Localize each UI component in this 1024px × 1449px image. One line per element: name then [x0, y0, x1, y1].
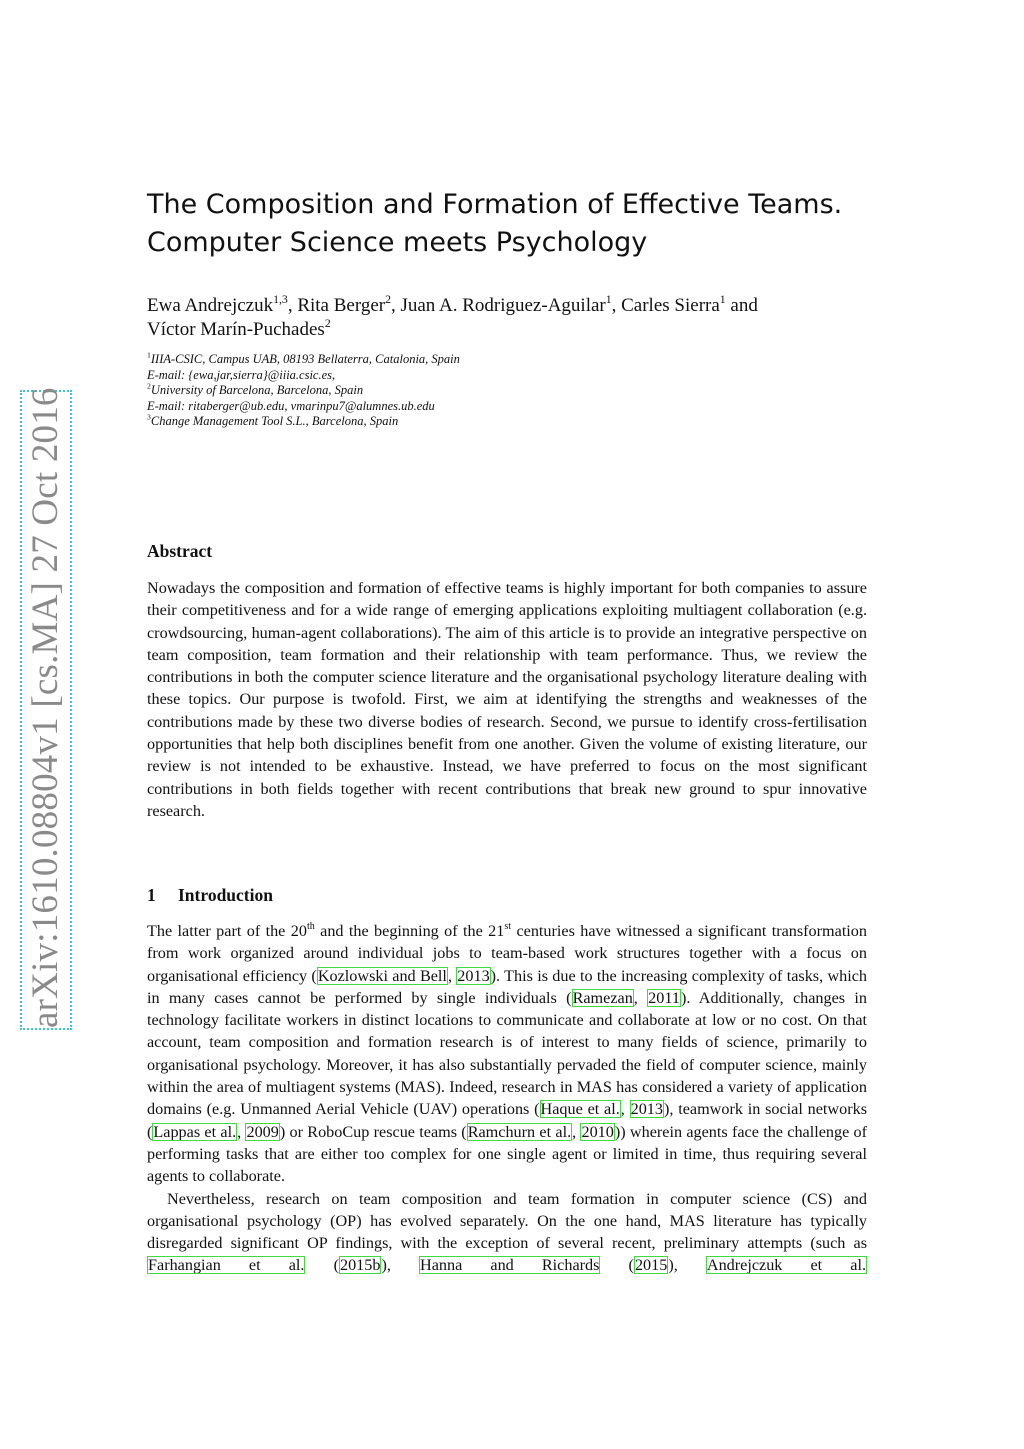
citation-link[interactable]: Ramezan [572, 988, 633, 1007]
author: Juan A. Rodriguez-Aguilar$^1$ [400, 292, 612, 316]
citation-link[interactable]: Lappas et al. [153, 1122, 237, 1141]
introduction-body [147, 920, 867, 1277]
citation-year-link[interactable]: 2009 [246, 1122, 279, 1141]
affiliation-line: $^3$Change Management Tool S.L., Barcelona, Spain [147, 412, 399, 428]
citation-link[interactable]: Andrejczuk et al. [706, 1256, 867, 1275]
citation-link[interactable]: Hanna and Richards [420, 1256, 600, 1275]
affiliation-email: E-mail: {ewa,jar,sierra}@iiia.csic.es, [147, 367, 336, 382]
citation-year-link[interactable]: 2015b [339, 1256, 381, 1275]
affiliation-email: E-mail: ritaberger@ub.edu, vmarinpu7@alumnes.ub.edu [147, 398, 435, 413]
affiliation-line: $^1$IIIA-CSIC, Campus UAB, 08193 Bellaterra, Catalonia, Spain [147, 350, 460, 366]
affiliation-line: $^2$University of Barcelona, Barcelona, Spain [147, 381, 364, 397]
intro-paragraph-2: Nevertheless, research on team composition and team formation in computer science (CS) and organisational psychology (OP) has evolved separately. On the one hand, MAS literature has typically disregarded significant OP findings, with the exception of several recent, preliminary attempts (such as Farhangian et al. (2015b), Hanna and Richards (2015), Andrejczuk et al. [147, 1189, 867, 1275]
citation-year-link[interactable]: 2015 [634, 1256, 668, 1275]
citation-link[interactable]: Farhangian et al. [148, 1256, 305, 1275]
intro-paragraph-1: The latter part of the 20th and the beginning of the 21st centuries have witnessed a significant transformation from work organized around individual jobs to team-based work structures together with a focus on organisational efficiency (Kozlowski and Bell, 2013). This is due to the increasing complexity of tasks, which in many cases cannot be performed by single individuals (Ramezan, 2011). Additionally, changes in technology facilitate workers in distinct locations to communicate and collaborate at low or no cost. On that account, team composition and formation research is of interest to many fields of science, primarily to organisational psychology. Moreover, it has also substantially pervaded the field of computer science, mainly within the area of multiagent systems (MAS). Indeed, research in MAS has considered a variety of application domains (e.g. Unmanned Aerial Vehicle (UAV) operations (Haque et al., 2013), teamwork in social networks (Lappas et al., 2009) or RoboCup rescue teams (Ramchurn et al., 2010)) wherein agents face the challenge of performing tasks that are either too complex for one single agent or limited in time, thus requiring several agents to collaborate. [147, 920, 868, 1186]
citation-year-link[interactable]: 2010 [581, 1122, 614, 1141]
citation-link[interactable]: Haque et al. [540, 1100, 620, 1119]
citation-link[interactable]: Kozlowski and Bell [317, 966, 447, 985]
author: Rita Berger$^2$ [297, 292, 391, 316]
citation-link[interactable]: Ramchurn et al. [467, 1122, 572, 1141]
author: Ewa Andrejczuk$^{1,3}$ [147, 292, 288, 316]
author: Carles Sierra$^1$ [621, 292, 726, 316]
abstract-text: Nowadays the composition and formation of effective teams is highly important for both companies to assure their competitiveness and for a wide range of emerging applications exploiting multiagent collaboration (e.g. crowdsourcing, human-agent collaborations). The aim of this article is to provide an integrative perspective on team composition, team formation and their relationship with team performance. Thus, we review the contributions in both the computer science literature and the organisational psychology literature dealing with these topics. Our purpose is twofold. First, we aim at identifying the strengths and weaknesses of the contributions made by these two diverse bodies of research. Second, we pursue to identify cross-fertilisation opportunities that help both disciplines benefit from one another. Given the volume of existing literature, our review is not intended to be exhaustive. Instead, we have preferred to focus on the most significant contributions in both fields together with recent contributions that break new ground to spur innovative research. [147, 579, 867, 820]
abstract-heading: Abstract [147, 541, 213, 561]
citation-year-link[interactable]: 2011 [648, 988, 680, 1007]
section-heading-introduction: 1 Introduction [147, 885, 273, 905]
citation-year-link[interactable]: 2013 [630, 1100, 663, 1119]
paper-title: The Composition and Formation of Effective Teams. Computer Science meets Psychology [147, 189, 843, 258]
author-list: Ewa Andrejczuk$^{1,3}$, Rita Berger$^2$, Juan A. Rodriguez-Aguilar$^1$, Carles Sierra$^1$ and Víctor Marín-Puchades$^2$ [147, 292, 758, 340]
citation-year-link[interactable]: 2013 [457, 966, 490, 985]
author: Víctor Marín-Puchades$^2$ [147, 316, 331, 340]
arxiv-identifier-stamp: arXiv:1610.08804v1 [cs.MA] 27 Oct 2016 [20, 390, 72, 1030]
affiliations [147, 352, 867, 430]
